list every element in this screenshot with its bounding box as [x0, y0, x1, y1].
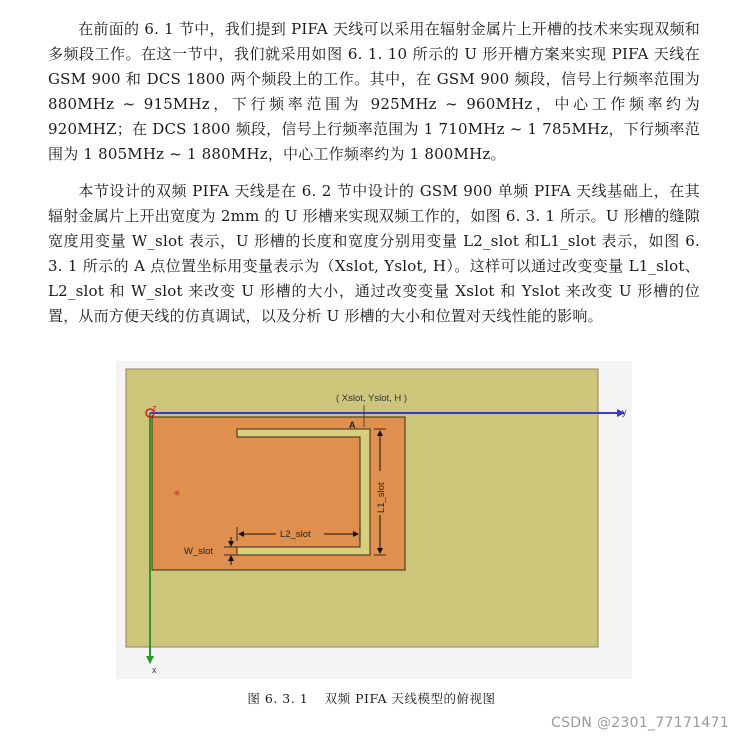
caption-title: 双频 PIFA 天线模型的俯视图: [324, 691, 496, 706]
figure-caption: [0, 689, 743, 707]
paragraph-intro: [48, 17, 700, 167]
feed-point: [175, 491, 180, 496]
w-label: W_slot: [184, 546, 214, 557]
antenna-figure: [116, 361, 632, 679]
caption-number: 图 6. 3. 1: [247, 691, 309, 706]
point-a-label: A: [349, 420, 356, 430]
x-axis-label: x: [152, 665, 157, 675]
watermark: CSDN @2301_77171471: [551, 715, 729, 731]
l1-label: L1_slot: [376, 482, 387, 513]
antenna-diagram: [116, 361, 632, 679]
y-axis-label: y: [622, 407, 627, 417]
l2-label: L2_slot: [280, 529, 311, 540]
z-axis-label: z: [152, 403, 157, 413]
paragraph-design: [48, 179, 700, 329]
paragraph-design-text: 本节设计的双频 PIFA 天线是在 6. 2 节中设计的 GSM 900 单频 PIFA 天线基础上，在其辐射金属片上开出宽度为 2mm 的 U 形槽来实现双频工作的，如图 6. 3. 1 所示。U 形槽的缝隙宽度用变量 W_slot 表示，U 形槽的长度和宽度分别用变量 L2_slot 和L1_slot 表示，如图 6. 3. 1 所示的 A 点位置坐标用变量表示为（Xslot, Yslot, H）。这样可以通过改变变量 L1_slot、L2_slot 和 W_slot 来改变 U 形槽的大小，通过改变变量 Xslot 和 Yslot 来改变 U 形槽的位置，从而方便天线的仿真调试，以及分析 U 形槽的大小和位置对天线性能的影响。: [48, 182, 700, 325]
coord-label: ( Xslot, Yslot, H ): [336, 393, 408, 404]
paragraph-intro-text: 在前面的 6. 1 节中，我们提到 PIFA 天线可以采用在辐射金属片上开槽的技术来实现双频和多频段工作。在这一节中，我们就采用如图 6. 1. 10 所示的 U 形开槽方案来实现 PIFA 天线在 GSM 900 和 DCS 1800 两个频段上的工作。其中，在 GSM 900 频段，信号上行频率范围为 880MHz ~ 915MHz，下行频率范围为 925MHz ~ 960MHz，中心工作频率约为920MHZ；在 DCS 1800 频段，信号上行频率范围为 1 710MHz ~ 1 785MHz，下行频率范围为 1 805MHz ~ 1 880MHz，中心工作频率约为 1 800MHz。: [48, 20, 700, 163]
